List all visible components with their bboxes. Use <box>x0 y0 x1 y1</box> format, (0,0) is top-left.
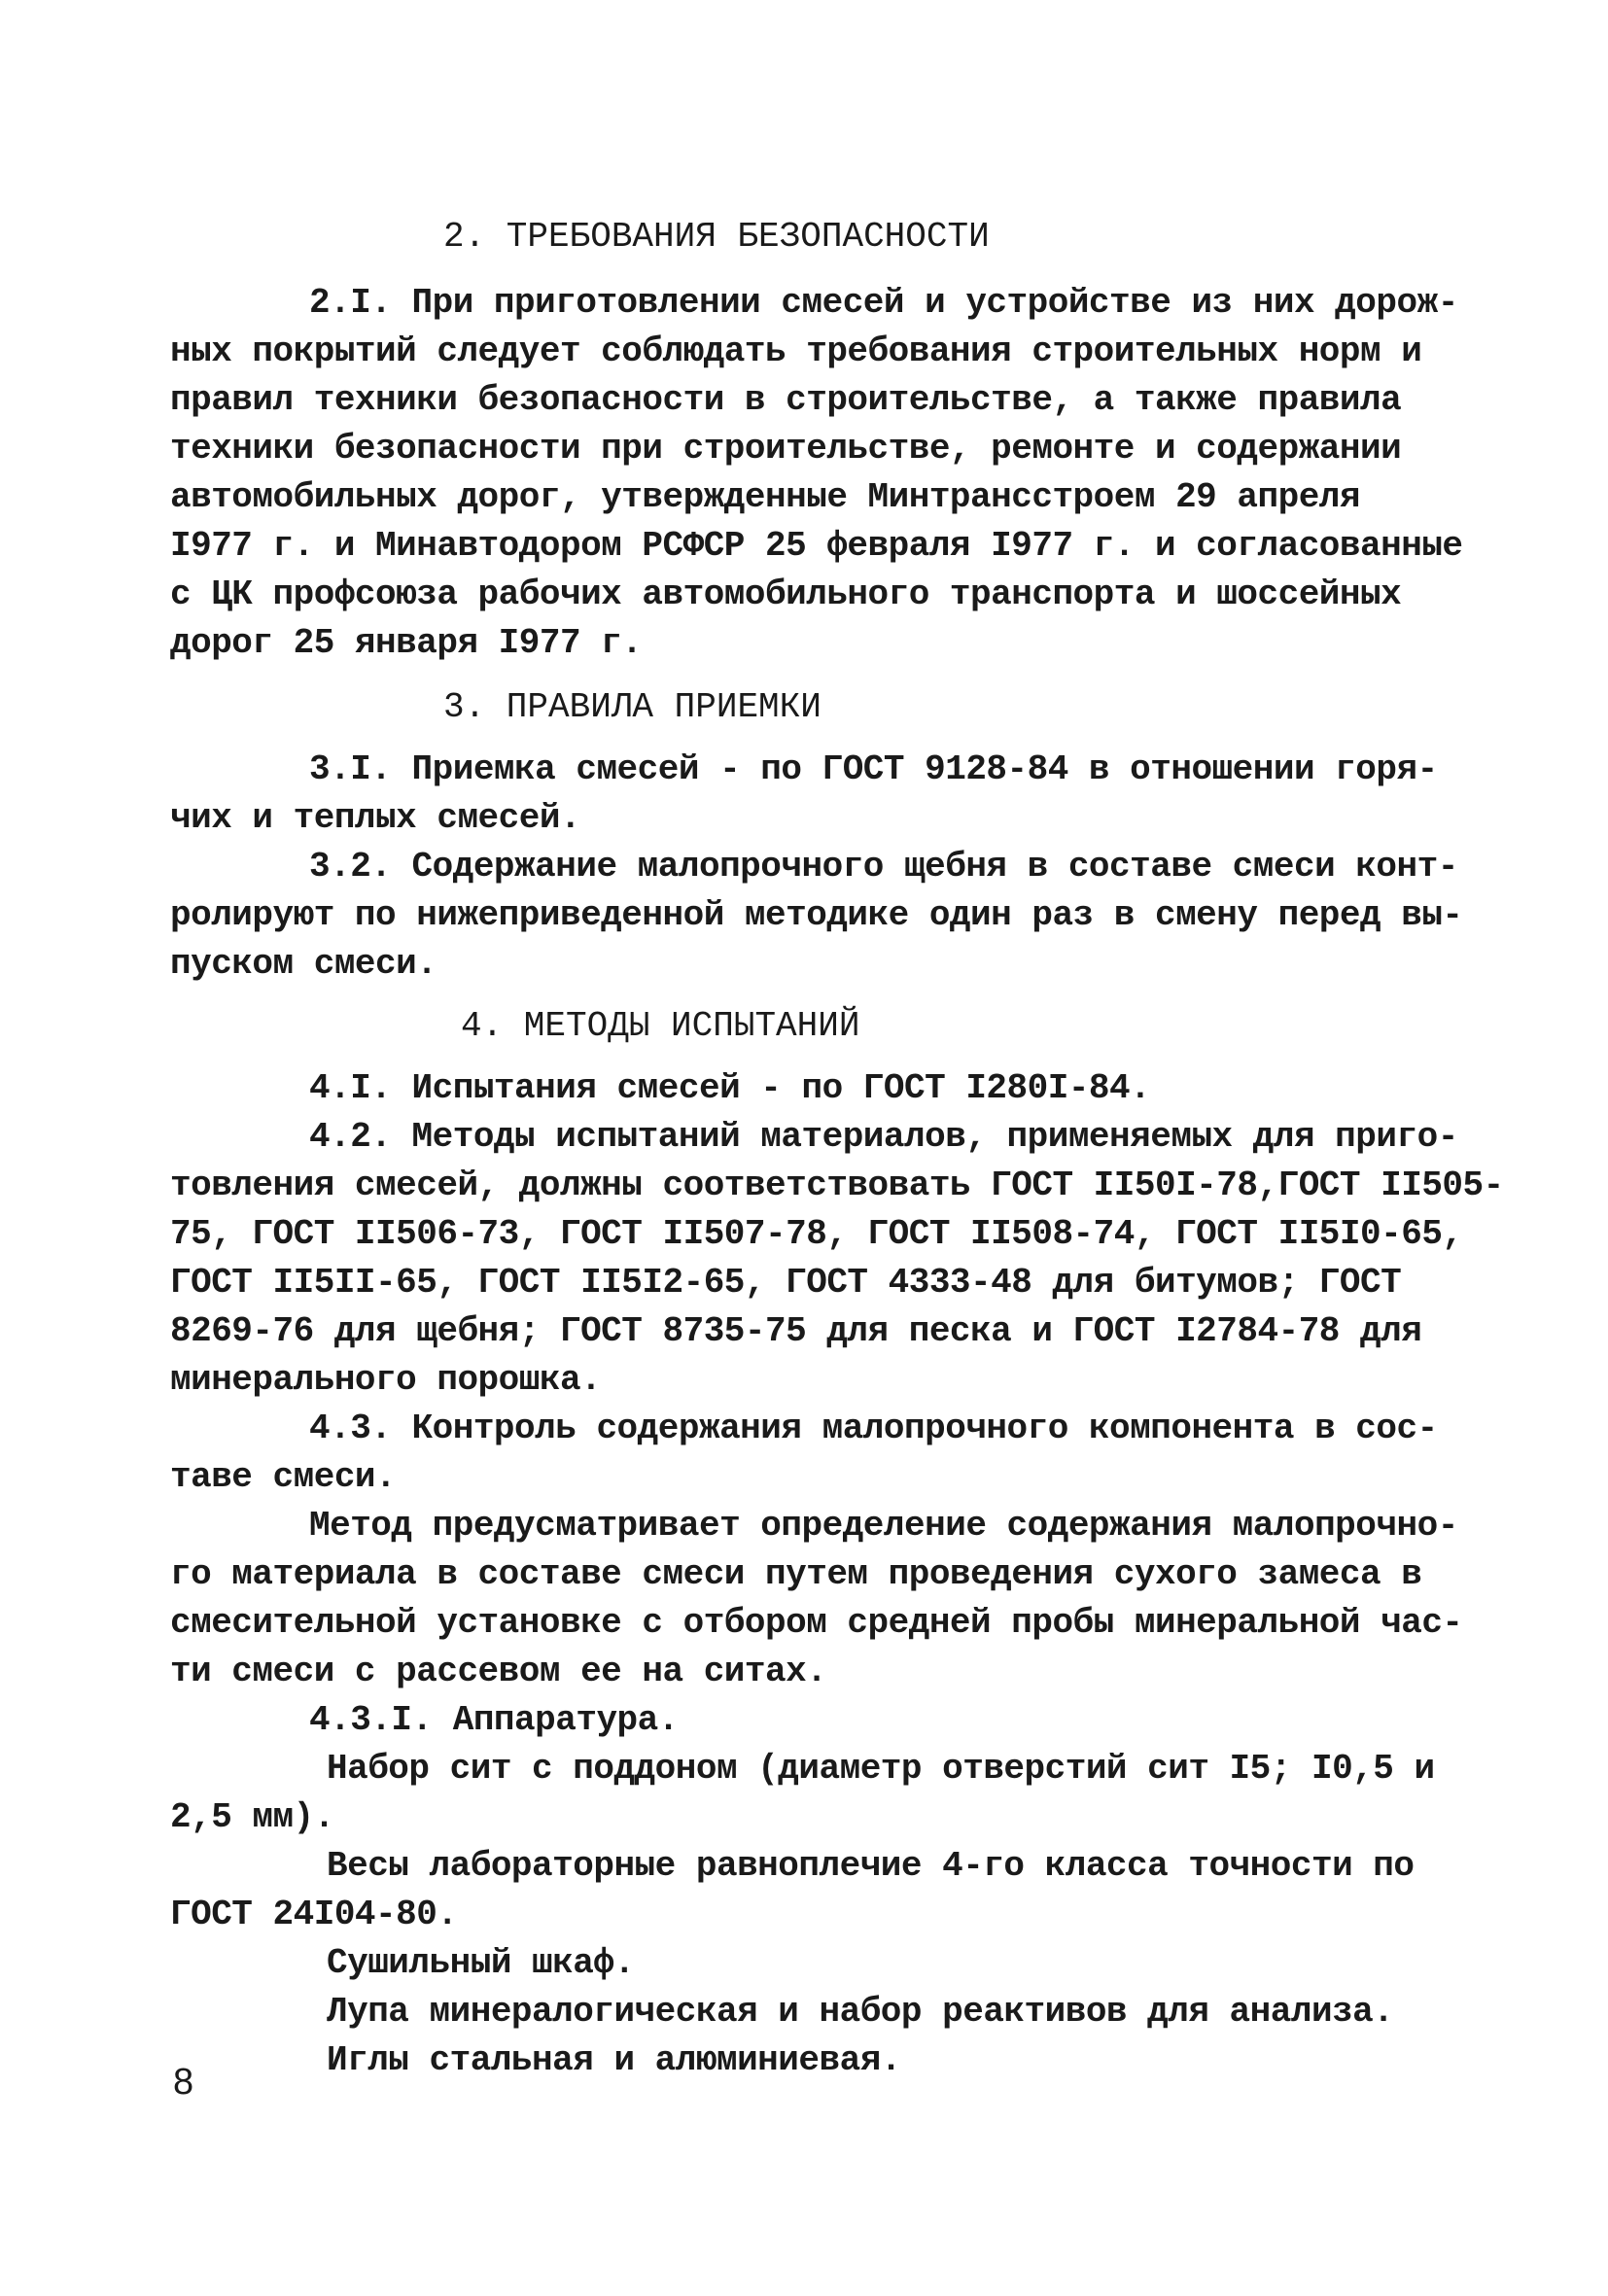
section-heading-safety: 2. ТРЕБОВАНИЯ БЕЗОПАСНОСТИ <box>443 217 990 257</box>
paragraph-line: товления смесей, должны соответствовать ГОСТ II50I-78,ГОСТ II505- <box>170 1165 1504 1205</box>
paragraph-line: 4.3.I. Аппаратура. <box>309 1700 679 1740</box>
paragraph-line: ГОСТ 24I04-80. <box>170 1895 458 1934</box>
paragraph-line: 3.I. Приемка смесей - по ГОСТ 9128-84 в отношении горя- <box>309 749 1438 789</box>
paragraph-line: с ЦК профсоюза рабочих автомобильного транспорта и шоссейных <box>170 574 1402 614</box>
paragraph-line: I977 г. и Минавтодором РСФСР 25 февраля I977 г. и согласованные <box>170 526 1463 566</box>
paragraph-line: 2,5 мм). <box>170 1797 334 1837</box>
paragraph-line: ти смеси с рассевом ее на ситах. <box>170 1652 827 1691</box>
paragraph-line: пуском смеси. <box>170 944 437 984</box>
paragraph-line: Весы лабораторные равноплечие 4-го класса точности по <box>327 1846 1415 1886</box>
paragraph-line: таве смеси. <box>170 1457 397 1497</box>
paragraph-line: Иглы стальная и алюминиевая. <box>327 2040 901 2080</box>
paragraph-line: го материала в составе смеси путем проведения сухого замеса в <box>170 1554 1422 1594</box>
paragraph-line: 4.2. Методы испытаний материалов, применяемых для приго- <box>309 1117 1458 1157</box>
paragraph-line: Метод предусматривает определение содержания малопрочно- <box>309 1506 1458 1546</box>
paragraph-line: 4.3. Контроль содержания малопрочного компонента в сос- <box>309 1409 1438 1448</box>
paragraph-line: 3.2. Содержание малопрочного щебня в составе смеси конт- <box>309 847 1458 887</box>
paragraph-line: ролируют по нижеприведенной методике один раз в смену перед вы- <box>170 895 1463 935</box>
paragraph-line: Лупа минералогическая и набор реактивов для анализа. <box>327 1992 1394 2032</box>
paragraph-line: правил техники безопасности в строительстве, а также правила <box>170 380 1402 420</box>
paragraph-line: техники безопасности при строительстве, ремонте и содержании <box>170 429 1402 469</box>
section-heading-test-methods: 4. МЕТОДЫ ИСПЫТАНИЙ <box>461 1006 860 1046</box>
paragraph-line: 4.I. Испытания смесей - по ГОСТ I280I-84. <box>309 1068 1151 1108</box>
paragraph-line: 2.I. При приготовлении смесей и устройстве из них дорож- <box>309 283 1458 323</box>
paragraph-line: ГОСТ II5II-65, ГОСТ II5I2-65, ГОСТ 4333-48 для битумов; ГОСТ <box>170 1263 1402 1303</box>
paragraph-line: 75, ГОСТ II506-73, ГОСТ II507-78, ГОСТ II508-74, ГОСТ II5I0-65, <box>170 1214 1463 1254</box>
paragraph-line: Сушильный шкаф. <box>327 1943 635 1983</box>
paragraph-line: дорог 25 января I977 г. <box>170 623 643 663</box>
paragraph-line: Набор сит с поддоном (диаметр отверстий сит I5; I0,5 и <box>327 1749 1435 1789</box>
paragraph-line: ных покрытий следует соблюдать требования строительных норм и <box>170 331 1422 371</box>
paragraph-line: минерального порошка. <box>170 1360 602 1400</box>
paragraph-line: 8269-76 для щебня; ГОСТ 8735-75 для песка и ГОСТ I2784-78 для <box>170 1311 1422 1351</box>
paragraph-line: автомобильных дорог, утвержденные Минтрансстроем 29 апреля <box>170 477 1361 517</box>
paragraph-line: смесительной установке с отбором средней пробы минеральной час- <box>170 1603 1463 1643</box>
page-number: 8 <box>173 2062 194 2103</box>
section-heading-acceptance: 3. ПРАВИЛА ПРИЕМКИ <box>443 687 821 727</box>
paragraph-line: чих и теплых смесей. <box>170 798 581 838</box>
